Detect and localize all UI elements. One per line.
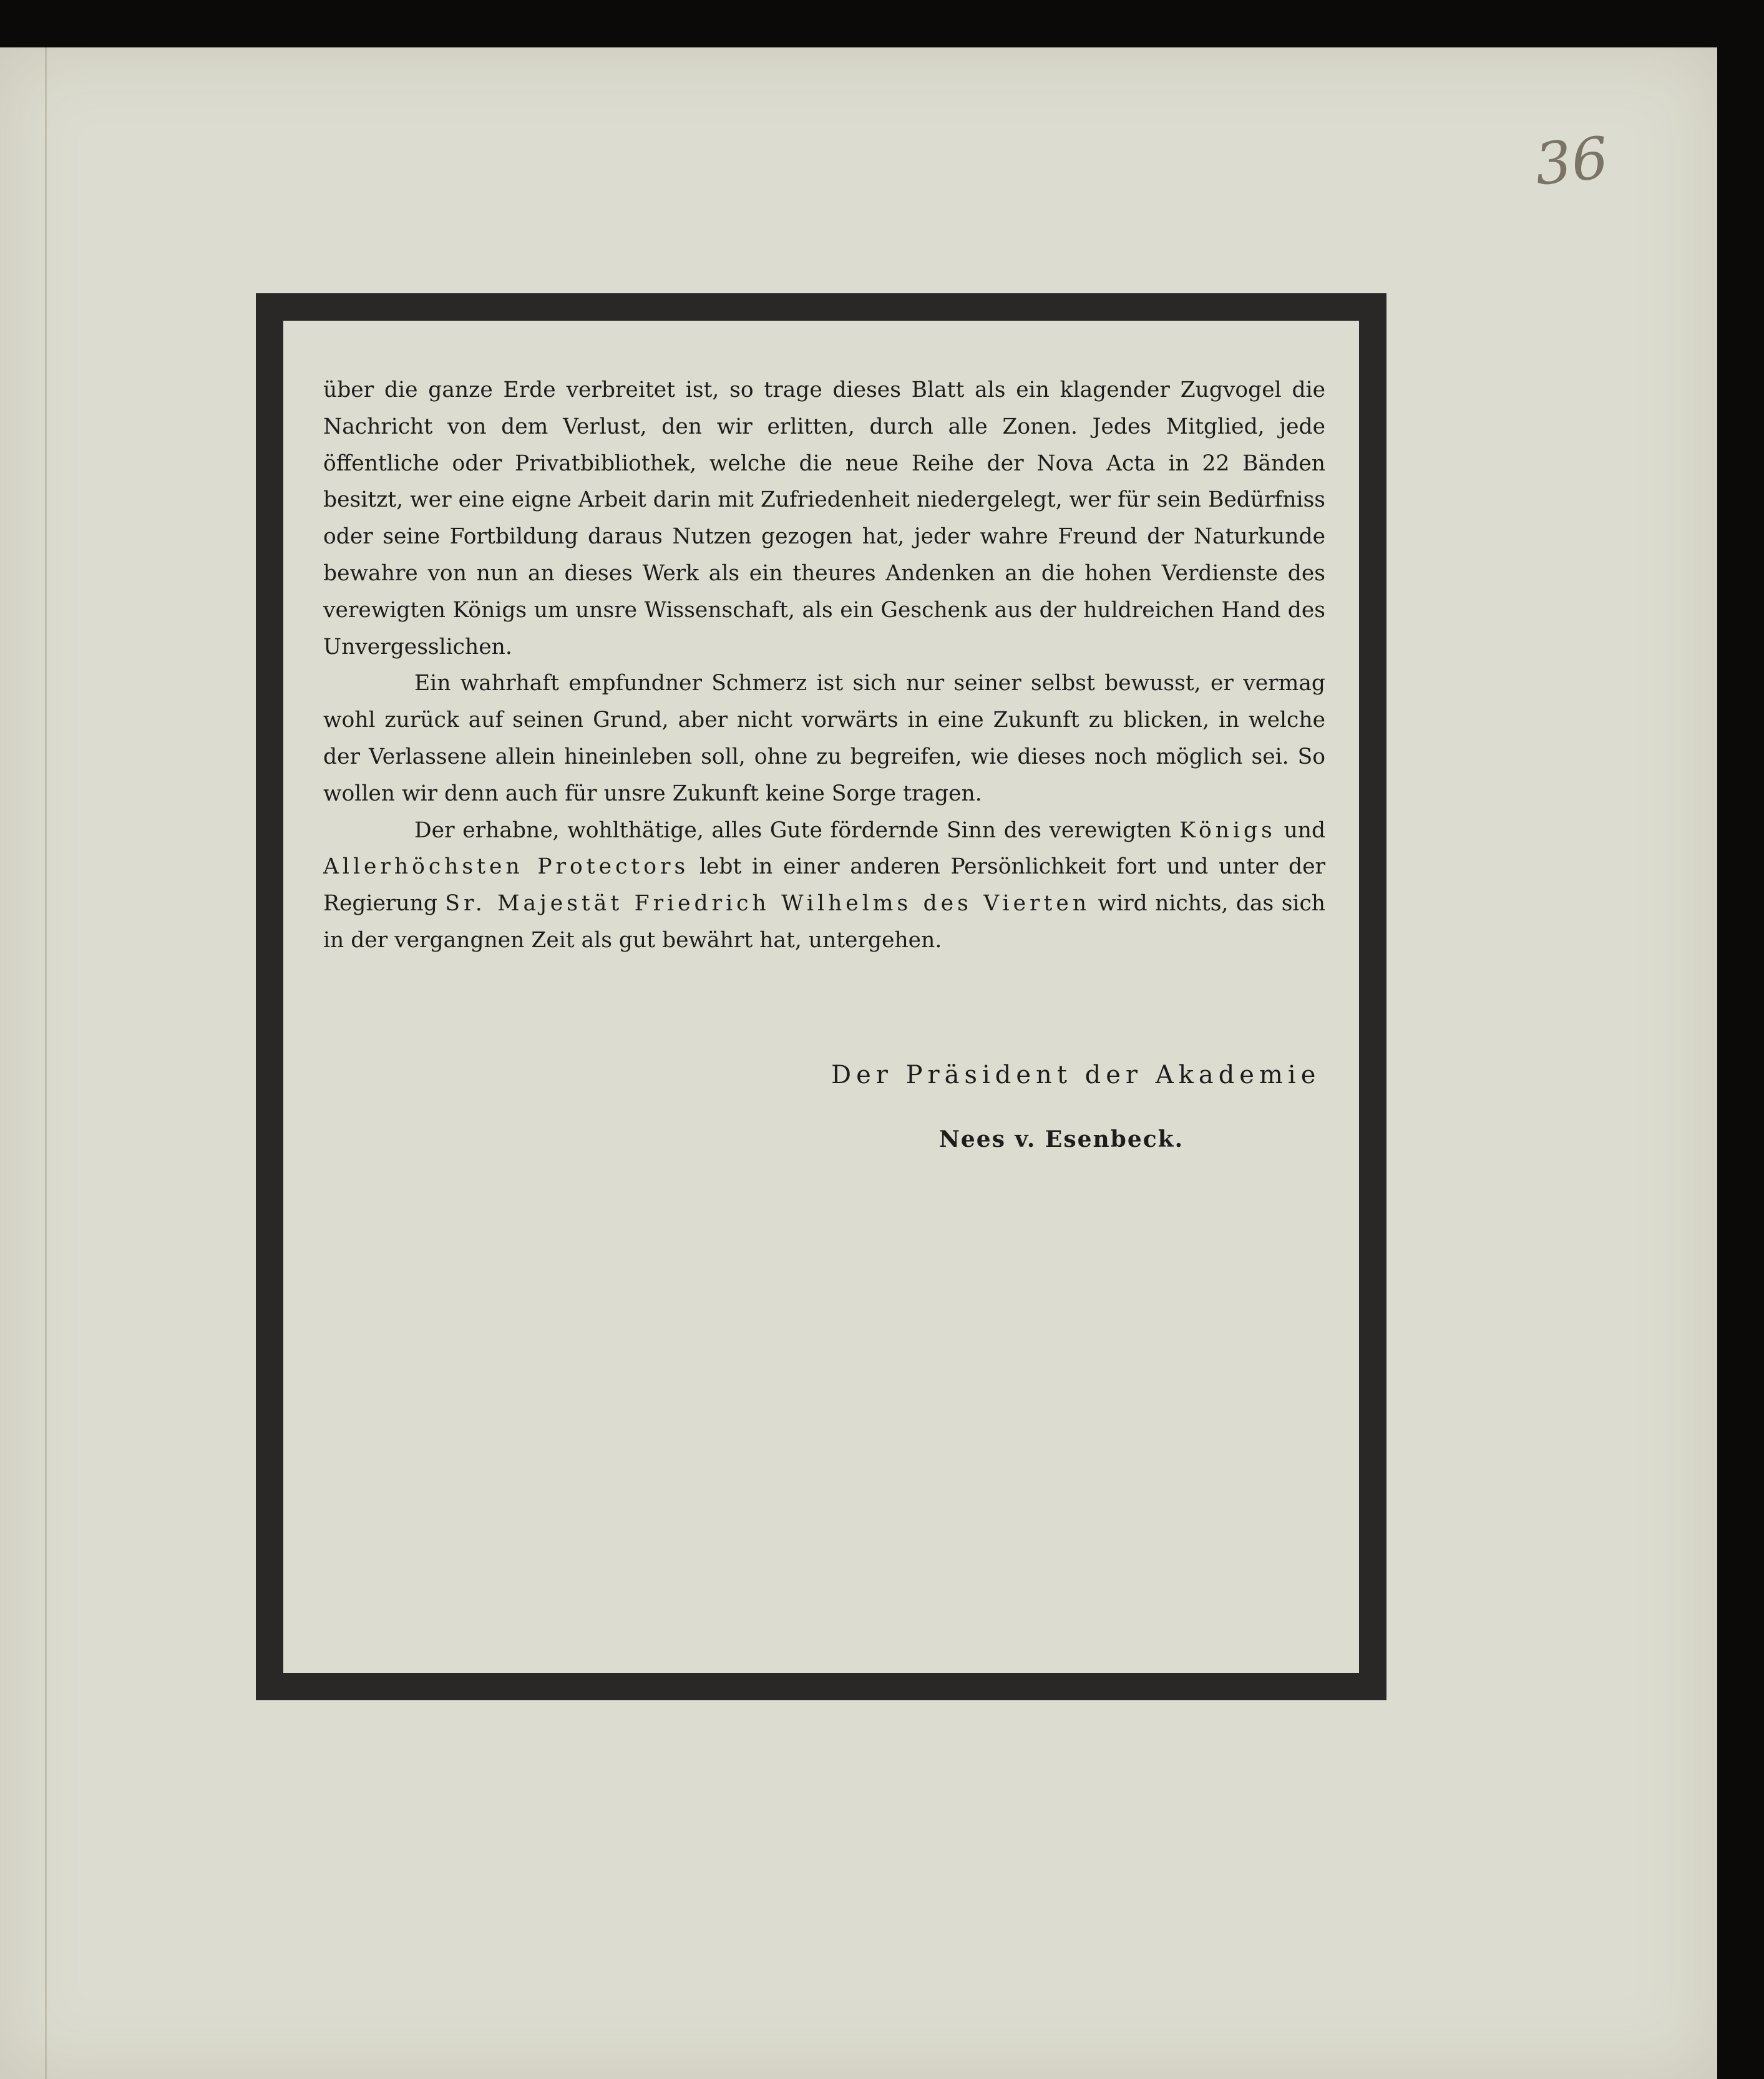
paragraph-3-text: und [1284,817,1326,843]
paragraph-3 [323,812,1325,959]
letter-body [323,372,1325,959]
signature-title: Der Präsident der Akademie [831,1061,1321,1089]
emphasis-king-name: Sr. Majestät Friedrich Wilhelms des Vierten [445,891,1091,917]
emphasis-protectors: Allerhöchsten Protectors [323,854,690,880]
paragraph-2: Ein wahrhaft empfundner Schmerz ist sich nur seiner selbst bewusst, er vermag wohl zurück auf seinen Grund, aber nicht vorwärts in eine Zukunft zu blicken, in welche der Verlassene allein hineinleben soll, ohne zu begreifen, wie dieses noch möglich sei. So wollen wir denn auch für unsre Zukunft keine Sorge tragen. [323,671,1325,806]
fold-line [45,47,47,2079]
paragraph-3-text: wird nichts, das sich in der vergangnen Zeit als gut bewährt hat, untergehen. [323,891,1326,953]
signature-name: Nees v. Esenbeck. [939,1126,1184,1152]
paragraph-3-text: lebt in einer anderen Persönlichkeit fort und unter der Regierung [323,854,1325,917]
paragraph-3-text: Der erhabne, wohlthätige, alles Gute fördernde Sinn des verewigten [414,817,1172,843]
paragraph-1: über die ganze Erde verbreitet ist, so trage dieses Blatt als ein klagender Zugvogel die Nachricht von dem Verlust, den wir erlitten, durch alle Zonen. Jedes Mitglied, jede öffentliche oder Privatbibliothek, welche die neue Reihe der Nova Acta in 22 Bänden besitzt, wer eine eigne Arbeit darin mit Zufriedenheit niedergelegt, wer für sein Bedürfniss oder seine Fortbildung daraus Nutzen gezogen hat, jeder wahre Freund der Naturkunde bewahre von nun an dieses Werk als ein theures Andenken an die hohen Verdienste des verewigten Königs um unsre Wissenschaft, als ein Geschenk aus der huldreichen Hand des Unvergesslichen. [323,377,1325,660]
handwritten-page-number: 36 [1531,124,1612,198]
emphasis-koenigs: Königs [1179,817,1276,843]
